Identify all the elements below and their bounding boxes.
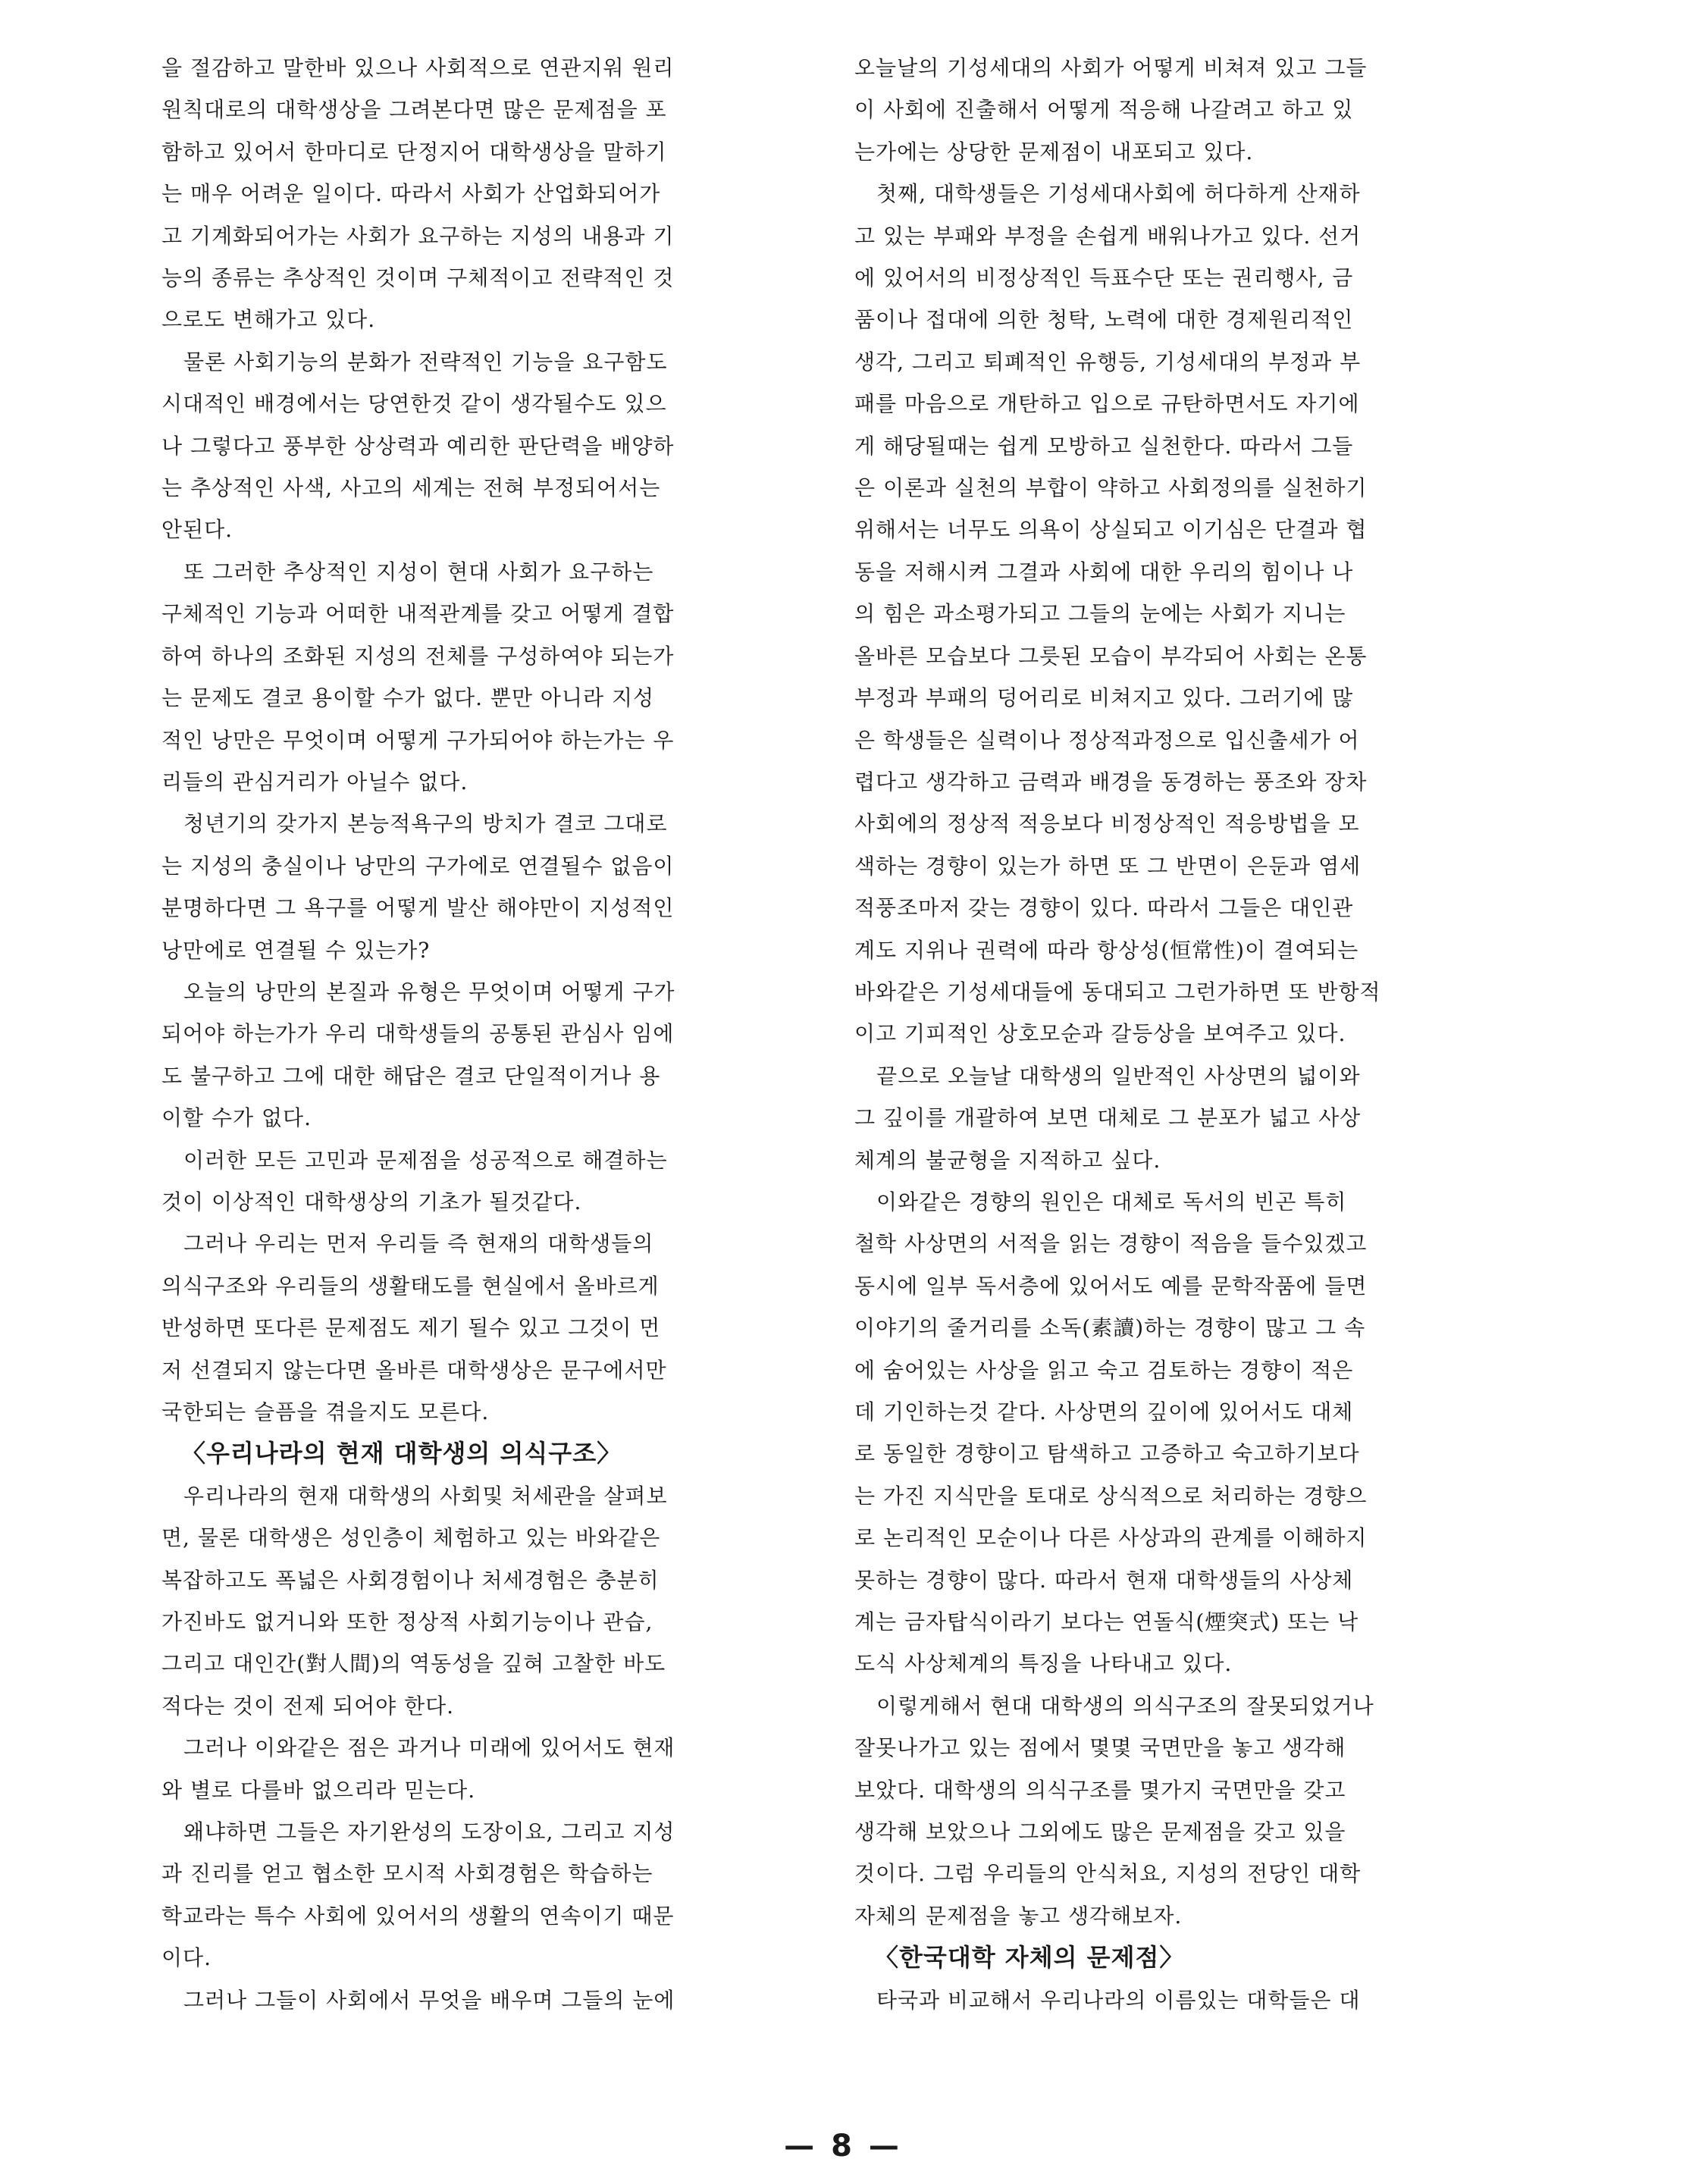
paragraph: 청년기의 갖가지 본능적욕구의 방치가 결코 그대로 는 지성의 충실이나 낭만의 구가에로 연결될수 없음이 분명하다면 그 욕구를 어떻게 발산 해야만이 지성적인 낭만에로 연결될 수 있는가? [161, 811, 675, 963]
paragraph: 그러나 그들이 사회에서 무엇을 배우며 그들의 눈에 [161, 1987, 675, 2013]
page-number: — 8 — [784, 2129, 902, 2164]
paragraph: 끝으로 오늘날 대학생의 일반적인 사상면의 넓이와 그 깊이를 개괄하여 보면 대체로 그 분포가 넓고 사상 체계의 불균형을 지적하고 싶다. [854, 1063, 1362, 1173]
paragraph: 이러한 모든 고민과 문제점을 성공적으로 해결하는 것이 이상적인 대학생상의 기초가 될것같다. [161, 1147, 668, 1214]
left-column [161, 47, 813, 2021]
paragraph: 오늘날의 기성세대의 사회가 어떻게 비쳐져 있고 그들 이 사회에 진출해서 어떻게 적응해 나갈려고 하고 있 는가에는 상당한 문제점이 내포되고 있다. [854, 55, 1368, 165]
paragraph: 첫째, 대학생들은 기성세대사회에 허다하게 산재하 고 있는 부패와 부정을 손쉽게 배워나가고 있다. 선거 에 있어서의 비정상적인 득표수단 또는 권리행사, 금 품이나 접대에 의한 청탁, 노력에 대한 경제원리적인 생각, 그리고 퇴폐적인 유행등, 기성세대의 부정과 부 패를 마음으로 개탄하고 입으로 규탄하면서도 자기에 게 해당될때는 쉽게 모방하고 실천한다. 따라서 그들 은 이론과 실천의 부합이 약하고 사회정의를 실천하기 위해서는 너무도 의욕이 상실되고 이기심은 단결과 협 동을 저해시켜 그결과 사회에 대한 우리의 힘이나 나 의 힘은 과소평가되고 그들의 눈에는 사회가 지니는 올바른 모습보다 그릇된 모습이 부각되어 사회는 온통 부정과 부패의 덩어리로 비쳐지고 있다. 그러기에 많 은 학생들은 실력이나 정상적과정으로 입신출세가 어 렵다고 생각하고 금력과 배경을 동경하는 풍조와 장차 사회에의 정상적 적응보다 비정상적인 적응방법을 모 색하는 경향이 있는가 하면 또 그 반면이 은둔과 염세 적풍조마저 갖는 경향이 있다. 따라서 그들은 대인관 계도 지위나 권력에 따라 항상성(恒常性)이 결여되는 바와같은 기성세대들에 동대되고 그런가하면 또 반항적 이고 기피적인 상호모순과 갈등상을 보여주고 있다. [854, 181, 1381, 1047]
section-heading: 〈한국대학 자체의 문제점〉 [874, 1943, 1185, 1972]
paragraph: 왜냐하면 그들은 자기완성의 도장이요, 그리고 지성 과 진리를 얻고 협소한 모시적 사회경험은 학습하는 학교라는 특수 사회에 있어서의 생활의 연속이기 때문 이다. [161, 1819, 675, 1971]
paragraph: 물론 사회기능의 분화가 전략적인 기능을 요구함도 시대적인 배경에서는 당연한것 같이 생각될수도 있으 나 그렇다고 풍부한 상상력과 예리한 판단력을 배양하 는 추상적인 사색, 사고의 세계는 전혀 부정되어서는 안된다. [161, 349, 675, 543]
paragraph: 또 그러한 추상적인 지성이 현대 사회가 요구하는 구체적인 기능과 어떠한 내적관계를 갖고 어떻게 결합 하여 하나의 조화된 지성의 전체를 구성하여야 되는가 는 문제도 결코 용이할 수가 없다. 뿐만 아니라 지성 적인 낭만은 무엇이며 어떻게 구가되어야 하는가는 우 리들의 관심거리가 아닐수 없다. [161, 559, 675, 794]
section-heading: 〈우리나라의 현재 대학생의 의식구조〉 [181, 1439, 622, 1468]
paragraph: 이렇게해서 현대 대학생의 의식구조의 잘못되었거나 잘못나가고 있는 점에서 몇몇 국면만을 놓고 생각해 보았다. 대학생의 의식구조를 몇가지 국면만을 갖고 생각해 보았으나 그외에도 많은 문제점을 갖고 있을 것이다. 그럼 우리들의 안식처요, 지성의 전당인 대학 자체의 문제점을 놓고 생각해보자. [854, 1693, 1374, 1929]
paragraph: 우리나라의 현재 대학생의 사회및 처세관을 살펴보 면, 물론 대학생은 성인층이 체험하고 있는 바와같은 복잡하고도 폭넓은 사회경험이나 처세경험은 충분히 가진바도 없거니와 또한 정상적 사회기능이나 관습, 그리고 대인간(對人間)의 역동성을 깊혀 고찰한 바도 적다는 것이 전제 되어야 한다. [161, 1483, 668, 1719]
paragraph: 이와같은 경향의 원인은 대체로 독서의 빈곤 특히 철학 사상면의 서적을 읽는 경향이 적음을 들수있겠고 동시에 일부 독서층에 있어서도 예를 문학작품에 들면 이야기의 줄거리를 소독(素讀)하는 경향이 많고 그 속 에 숨어있는 사상을 읽고 숙고 검토하는 경향이 적은 데 기인하는것 같다. 사상면의 깊이에 있어서도 대체 로 동일한 경향이고 탐색하고 고증하고 숙고하기보다 는 가진 지식만을 토대로 상식적으로 처리하는 경향으 로 논리적인 모순이나 다른 사상과의 관계를 이해하지 못하는 경향이 많다. 따라서 현재 대학생들의 사상체 계는 금자탑식이라기 보다는 연돌식(煙突式) 또는 낙 도식 사상체계의 특징을 나타내고 있다. [854, 1189, 1368, 1677]
paragraph: 그러나 우리는 먼저 우리들 즉 현재의 대학생들의 의식구조와 우리들의 생활태도를 현실에서 올바르게 반성하면 또다른 문제점도 제기 될수 있고 그것이 먼 저 선결되지 않는다면 올바른 대학생상은 문구에서만 국한되는 슬픔을 겪을지도 모른다. [161, 1231, 667, 1424]
right-column [854, 47, 1506, 2021]
paragraph: 그러나 이와같은 점은 과거나 미래에 있어서도 현재 와 별로 다를바 없으리라 믿는다. [161, 1735, 675, 1803]
paragraph: 을 절감하고 말한바 있으나 사회적으로 연관지워 원리 원칙대로의 대학생상을 그려본다면 많은 문제점을 포 함하고 있어서 한마디로 단정지어 대학생상을 말하기 는 매우 어려운 일이다. 따라서 사회가 산업화되어가 고 기계화되어가는 사회가 요구하는 지성의 내용과 기 능의 종류는 추상적인 것이며 구체적이고 전략적인 것 으로도 변해가고 있다. [161, 55, 675, 333]
paragraph: 오늘의 낭만의 본질과 유형은 무엇이며 어떻게 구가 되어야 하는가가 우리 대학생들의 공통된 관심사 임에 도 불구하고 그에 대한 해답은 결코 단일적이거나 용 이할 수가 없다. [161, 979, 675, 1131]
paragraph: 타국과 비교해서 우리나라의 이름있는 대학들은 대 [854, 1987, 1361, 2013]
